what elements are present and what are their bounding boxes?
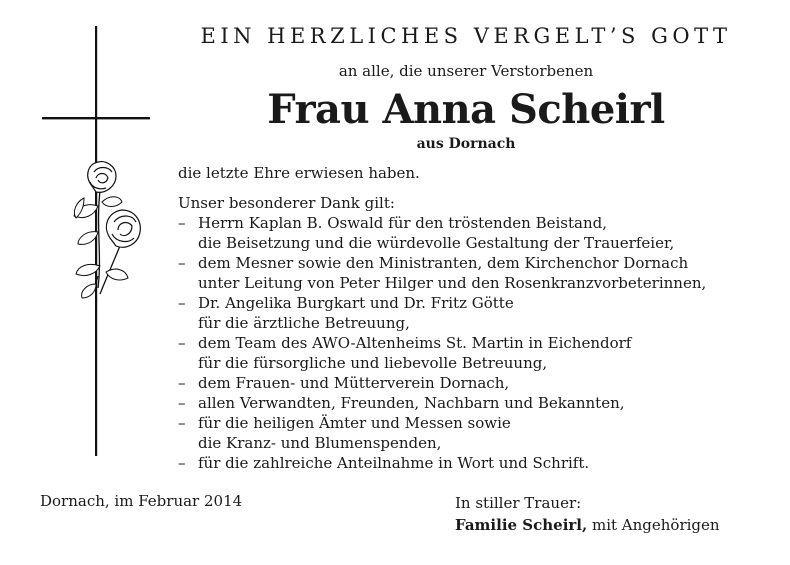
list-item-line: unter Leitung von Peter Hilger und den Rosenkranzvorbeterinnen, (198, 274, 707, 292)
place-date: Dornach, im Februar 2014 (40, 492, 243, 510)
list-item-line: dem Frauen- und Mütterverein Dornach, (198, 374, 510, 392)
origin-text: aus Dornach (416, 136, 516, 152)
list-item-line: für die fürsorgliche und liebevolle Betreuung, (198, 354, 548, 372)
dash-marker: – (178, 294, 186, 312)
family-line (455, 514, 720, 536)
thanks-title: Unser besonderer Dank gilt: (178, 194, 395, 212)
thanks-list (178, 213, 754, 473)
list-item (178, 333, 754, 373)
list-item (178, 253, 754, 293)
dash-marker: – (178, 414, 186, 432)
list-item-line: die Beisetzung und die würdevolle Gestaltung der Trauerfeier, (198, 234, 675, 252)
intro-text: an alle, die unserer Verstorbenen (338, 62, 594, 80)
thanks-body (178, 163, 754, 473)
dash-marker: – (178, 334, 186, 352)
dash-marker: – (178, 394, 186, 412)
dash-marker: – (178, 454, 186, 472)
list-item (178, 373, 754, 393)
list-item-line: Dr. Angelika Burgkart und Dr. Fritz Götte (198, 294, 514, 312)
dash-marker: – (178, 214, 186, 232)
list-item-line: dem Mesner sowie den Ministranten, dem Kirchenchor Dornach (198, 254, 689, 272)
list-item-line: die Kranz- und Blumenspenden, (198, 434, 442, 452)
list-item (178, 393, 754, 413)
headline: EIN HERZLICHES VERGELT’S GOTT (200, 24, 732, 48)
list-item-line: für die zahlreiche Anteilnahme in Wort und Schrift. (198, 454, 590, 472)
list-item (178, 293, 754, 333)
mourning-label: In stiller Trauer: (455, 494, 582, 512)
list-item-line: allen Verwandten, Freunden, Nachbarn und Bekannten, (198, 394, 625, 412)
list-item-line: für die ärztliche Betreuung, (198, 314, 410, 332)
signature-block (455, 492, 720, 536)
family-name: Familie Scheirl, (455, 516, 588, 534)
list-item (178, 413, 754, 453)
dash-marker: – (178, 254, 186, 272)
list-item-line: für die heiligen Ämter und Messen sowie (198, 414, 511, 432)
list-item-line: dem Team des AWO-Altenheims St. Martin in Eichendorf (198, 334, 632, 352)
honor-line: die letzte Ehre erwiesen haben. (178, 164, 420, 182)
family-suffix: mit Angehörigen (587, 516, 720, 534)
cross-with-roses-icon (36, 26, 156, 460)
list-item (178, 453, 754, 473)
deceased-name: Frau Anna Scheirl (267, 86, 665, 133)
list-item (178, 213, 754, 253)
list-item-line: Herrn Kaplan B. Oswald für den tröstenden Beistand, (198, 214, 608, 232)
dash-marker: – (178, 374, 186, 392)
